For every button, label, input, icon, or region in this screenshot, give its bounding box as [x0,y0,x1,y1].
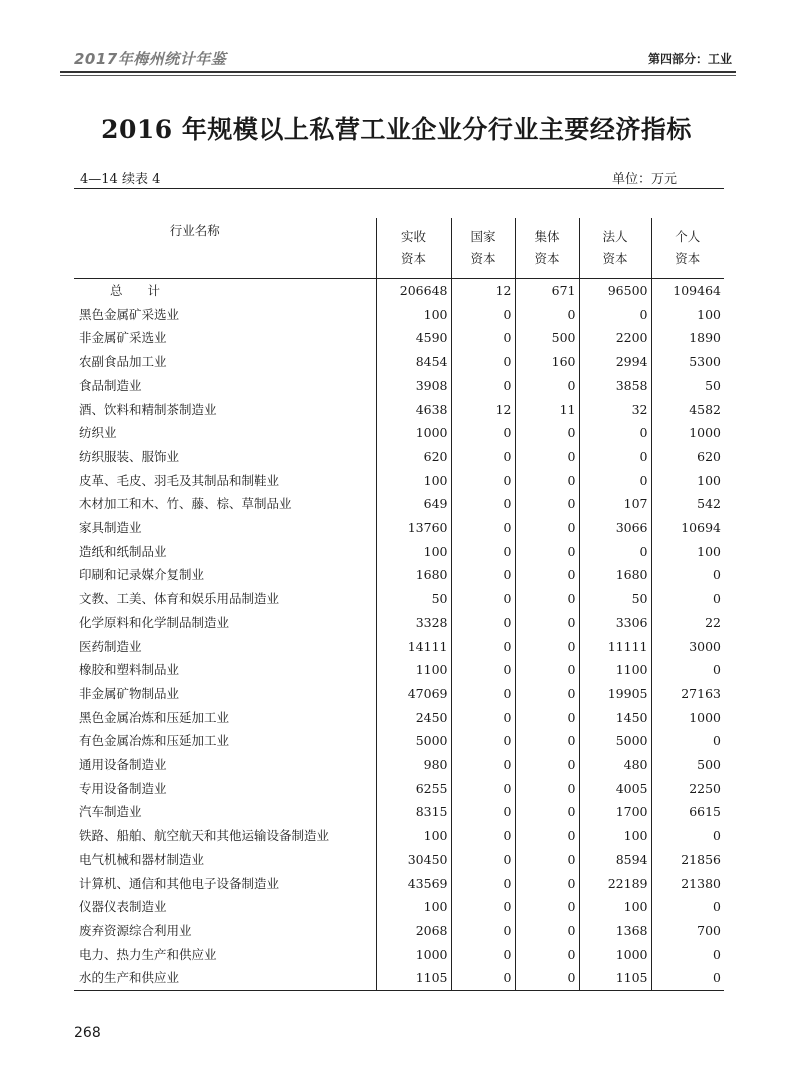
value-cell: 2250 [651,777,724,801]
value-cell: 0 [451,753,515,777]
value-cell: 1100 [376,658,451,682]
value-cell: 0 [451,587,515,611]
value-cell: 3000 [651,635,724,659]
value-cell: 109464 [651,279,724,303]
value-cell: 0 [515,303,579,327]
value-cell: 980 [376,753,451,777]
value-cell: 3908 [376,374,451,398]
column-header-line: 集体 [534,229,560,244]
value-cell: 0 [451,824,515,848]
value-cell: 43569 [376,872,451,896]
value-cell: 0 [515,966,579,990]
value-cell: 0 [451,800,515,824]
value-cell: 3328 [376,611,451,635]
table-row [74,872,724,896]
industry-name-cell: 纺织业 [79,425,117,441]
industry-name-cell: 通用设备制造业 [79,757,167,773]
industry-name-cell: 非金属矿采选业 [79,330,167,346]
column-header-line: 实收 [400,229,426,244]
table-row [74,445,724,469]
value-cell: 0 [515,469,579,493]
value-cell: 4590 [376,326,451,350]
industry-name-cell: 黑色金属矿采选业 [79,306,180,322]
value-cell: 0 [451,919,515,943]
value-cell: 107 [579,492,651,516]
value-cell: 50 [376,587,451,611]
value-cell: 1368 [579,919,651,943]
column-header-line: 国家 [470,229,496,244]
value-cell: 0 [451,540,515,564]
section-label: 第四部分：工业 [647,52,732,66]
value-cell: 100 [376,895,451,919]
data-table [74,218,724,991]
value-cell: 480 [579,753,651,777]
value-cell: 0 [651,563,724,587]
page-title: 2016 年规模以上私营工业企业分行业主要经济指标 [101,115,692,144]
table-row [74,516,724,540]
column-header-line: 个人 [675,229,701,244]
table-row [74,682,724,706]
value-cell: 0 [515,374,579,398]
value-cell: 0 [451,658,515,682]
value-cell: 0 [651,943,724,967]
value-cell: 2068 [376,919,451,943]
value-cell: 8454 [376,350,451,374]
value-cell: 649 [376,492,451,516]
value-cell: 0 [451,374,515,398]
value-cell: 50 [579,587,651,611]
value-cell: 620 [376,445,451,469]
table-row [74,587,724,611]
industry-name-cell: 计算机、通信和其他电子设备制造业 [79,875,280,891]
value-cell: 0 [515,729,579,753]
table-row [74,492,724,516]
industry-name-cell: 黑色金属冶炼和压延加工业 [79,709,230,725]
value-cell: 0 [451,706,515,730]
value-cell: 0 [451,966,515,990]
value-cell: 100 [651,469,724,493]
table-row [74,824,724,848]
value-cell: 22189 [579,872,651,896]
value-cell: 0 [451,895,515,919]
value-cell: 1450 [579,706,651,730]
value-cell: 0 [651,658,724,682]
value-cell: 1680 [376,563,451,587]
value-cell: 0 [651,895,724,919]
table-row [74,635,724,659]
table-row [74,800,724,824]
yearbook-logo: 2017年梅州统计年鉴 [74,50,227,68]
value-cell: 0 [515,587,579,611]
value-cell: 500 [515,326,579,350]
value-cell: 700 [651,919,724,943]
value-cell: 0 [451,563,515,587]
column-header-paid-in-capital [376,218,451,279]
industry-name-cell: 橡胶和塑料制品业 [79,662,180,678]
value-cell: 22 [651,611,724,635]
value-cell: 0 [515,895,579,919]
table-row [74,919,724,943]
industry-name-cell: 文教、工美、体育和娱乐用品制造业 [79,591,280,607]
value-cell: 1105 [579,966,651,990]
value-cell: 21380 [651,872,724,896]
table-row [74,753,724,777]
table-row [74,469,724,493]
value-cell: 0 [515,800,579,824]
industry-name-cell: 化学原料和化学制品制造业 [79,614,230,630]
value-cell: 1000 [376,943,451,967]
table-row [74,706,724,730]
value-cell: 0 [451,445,515,469]
page-number: 268 [74,1025,101,1041]
industry-name-cell: 酒、饮料和精制茶制造业 [79,401,217,417]
industry-name-cell: 水的生产和供应业 [74,966,376,990]
industry-name-cell: 专用设备制造业 [79,780,167,796]
value-cell: 0 [579,303,651,327]
column-header-line: 资本 [534,251,560,266]
industry-name-cell: 造纸和纸制品业 [79,543,167,559]
value-cell: 100 [376,824,451,848]
table-row [74,398,724,422]
value-cell: 0 [515,563,579,587]
value-cell: 0 [451,777,515,801]
value-cell: 100 [376,469,451,493]
value-cell: 160 [515,350,579,374]
industry-name-cell: 印刷和记录媒介复制业 [79,567,205,583]
value-cell: 1100 [579,658,651,682]
industry-name-cell: 有色金属冶炼和压延加工业 [79,733,230,749]
table-row [74,303,724,327]
value-cell: 13760 [376,516,451,540]
value-cell: 671 [515,279,579,303]
column-header-state-capital [451,218,515,279]
value-cell: 0 [515,421,579,445]
value-cell: 620 [651,445,724,469]
value-cell: 2450 [376,706,451,730]
industry-name-cell: 汽车制造业 [79,804,142,820]
running-header [60,46,736,68]
value-cell: 0 [451,516,515,540]
value-cell: 0 [515,516,579,540]
table-row [74,895,724,919]
table-row [74,966,724,990]
value-cell: 1000 [651,706,724,730]
value-cell: 96500 [579,279,651,303]
value-cell: 3858 [579,374,651,398]
industry-name-cell: 食品制造业 [79,377,142,393]
value-cell: 0 [651,824,724,848]
value-cell: 0 [451,611,515,635]
value-cell: 50 [651,374,724,398]
column-header-line: 资本 [675,251,701,266]
value-cell: 0 [515,824,579,848]
column-header-collective-capital [515,218,579,279]
value-cell: 5000 [579,729,651,753]
value-cell: 0 [579,469,651,493]
value-cell: 4005 [579,777,651,801]
unit-label: 单位：万元 [612,172,678,187]
industry-name-cell: 电力、热力生产和供应业 [79,946,217,962]
column-header-line: 资本 [470,251,496,266]
value-cell: 0 [451,682,515,706]
value-cell: 11 [515,398,579,422]
value-cell: 0 [515,943,579,967]
industry-name-cell: 非金属矿物制品业 [79,685,180,701]
industry-name-cell: 废弃资源综合利用业 [79,922,192,938]
industry-name-cell: 农副食品加工业 [79,354,167,370]
value-cell: 0 [451,943,515,967]
value-cell: 100 [651,303,724,327]
column-header-name: 行业名称 [169,223,220,238]
value-cell: 1000 [376,421,451,445]
value-cell: 27163 [651,682,724,706]
value-cell: 0 [515,777,579,801]
table-top-rule [74,188,724,189]
value-cell: 0 [515,848,579,872]
value-cell: 100 [376,303,451,327]
value-cell: 30450 [376,848,451,872]
value-cell: 500 [651,753,724,777]
value-cell: 0 [451,326,515,350]
value-cell: 0 [651,966,724,990]
value-cell: 0 [451,635,515,659]
value-cell: 0 [515,872,579,896]
value-cell: 100 [651,540,724,564]
value-cell: 0 [579,421,651,445]
table-header-row [74,218,724,279]
value-cell: 1000 [579,943,651,967]
table-row [74,326,724,350]
value-cell: 100 [376,540,451,564]
value-cell: 1680 [579,563,651,587]
column-header-line: 法人 [602,229,628,244]
table-row [74,729,724,753]
value-cell: 6255 [376,777,451,801]
value-cell: 0 [451,421,515,445]
value-cell: 1700 [579,800,651,824]
value-cell: 0 [451,350,515,374]
column-header-line: 资本 [400,251,426,266]
value-cell: 8594 [579,848,651,872]
value-cell: 14111 [376,635,451,659]
value-cell: 0 [451,872,515,896]
value-cell: 0 [515,611,579,635]
table-id: 4—14 续表 4 [80,172,161,187]
table-row [74,374,724,398]
value-cell: 0 [451,729,515,753]
value-cell: 47069 [376,682,451,706]
value-cell: 0 [515,445,579,469]
value-cell: 6615 [651,800,724,824]
value-cell: 0 [451,848,515,872]
table-row [74,848,724,872]
value-cell: 0 [515,753,579,777]
value-cell: 0 [451,492,515,516]
value-cell: 4638 [376,398,451,422]
value-cell: 0 [515,540,579,564]
value-cell: 1105 [376,966,451,990]
value-cell: 0 [451,469,515,493]
industry-name-cell: 木材加工和木、竹、藤、棕、草制品业 [79,496,292,512]
value-cell: 3066 [579,516,651,540]
table-row [74,279,724,303]
value-cell: 3306 [579,611,651,635]
industry-name-cell: 家具制造业 [79,520,142,536]
value-cell: 0 [515,658,579,682]
value-cell: 0 [651,729,724,753]
table-row [74,350,724,374]
header-rule [60,71,736,73]
column-header-corporate-capital [579,218,651,279]
value-cell: 19905 [579,682,651,706]
value-cell: 5000 [376,729,451,753]
column-header-line: 资本 [602,251,628,266]
value-cell: 0 [515,492,579,516]
value-cell: 1890 [651,326,724,350]
industry-name-cell: 皮革、毛皮、羽毛及其制品和制鞋业 [79,472,280,488]
value-cell: 542 [651,492,724,516]
table-body [74,279,724,991]
value-cell: 12 [451,398,515,422]
value-cell: 0 [451,303,515,327]
value-cell: 8315 [376,800,451,824]
table-row [74,777,724,801]
value-cell: 5300 [651,350,724,374]
industry-name-cell: 仪器仪表制造业 [79,899,167,915]
value-cell: 100 [579,824,651,848]
industry-name-cell: 纺织服装、服饰业 [79,448,180,464]
value-cell: 0 [515,682,579,706]
header-rule-thin [60,75,736,76]
value-cell: 0 [579,445,651,469]
column-header-individual-capital [651,218,724,279]
industry-name-cell: 电气机械和器材制造业 [79,851,205,867]
table-row [74,943,724,967]
industry-name-cell: 铁路、船舶、航空航天和其他运输设备制造业 [79,828,330,844]
table-row [74,658,724,682]
table-row [74,540,724,564]
value-cell: 21856 [651,848,724,872]
value-cell: 1000 [651,421,724,445]
value-cell: 32 [579,398,651,422]
value-cell: 0 [579,540,651,564]
value-cell: 0 [515,706,579,730]
value-cell: 11111 [579,635,651,659]
value-cell: 2994 [579,350,651,374]
value-cell: 12 [451,279,515,303]
table-row [74,421,724,445]
table-row [74,563,724,587]
table-row [74,611,724,635]
value-cell: 0 [515,635,579,659]
value-cell: 100 [579,895,651,919]
value-cell: 2200 [579,326,651,350]
value-cell: 0 [515,919,579,943]
value-cell: 4582 [651,398,724,422]
industry-name-cell: 医药制造业 [79,638,142,654]
value-cell: 10694 [651,516,724,540]
value-cell: 0 [651,587,724,611]
value-cell: 206648 [376,279,451,303]
industry-name-cell: 总 计 [110,283,161,298]
